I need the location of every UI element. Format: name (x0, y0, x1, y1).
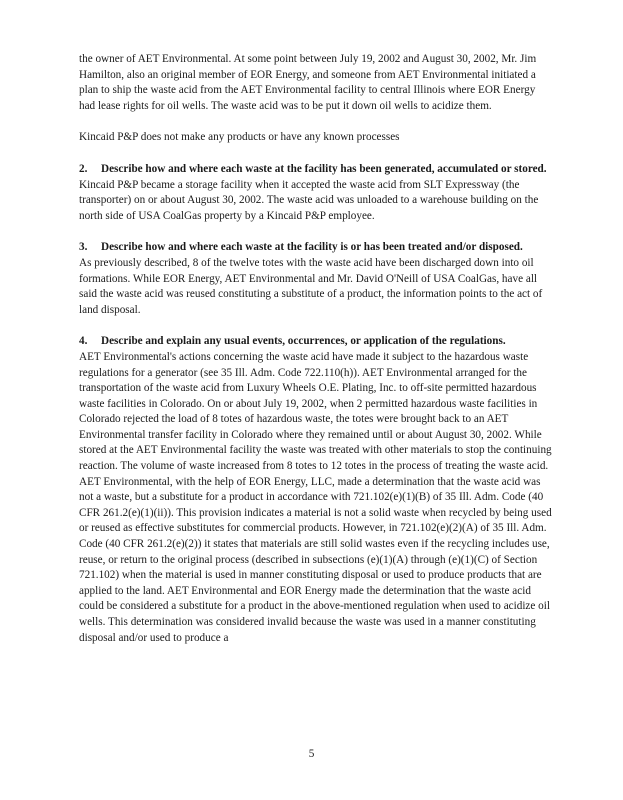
section-title: Describe how and where each waste at the facility is or has been treated and/or disposed. (101, 241, 523, 254)
section-4 (79, 334, 553, 646)
section-title: Describe how and where each waste at the facility has been generated, accumulated or stored. (101, 162, 547, 175)
section-heading (79, 162, 553, 178)
page-content (79, 52, 553, 646)
intro-paragraph: the owner of AET Environmental. At some point between July 19, 2002 and August 30, 2002, Mr. Jim Hamilton, also an original member of EOR Energy, and someone from AET Environmental initiated a plan to ship the waste acid from the AET Environmental facility to central Illinois where EOR Energy had lease rights for oil wells. The waste acid was to be put it down oil wells to acidize them. (79, 53, 537, 112)
section-title: Describe and explain any usual events, occurrences, or application of the regulations. (101, 335, 506, 348)
section-body: As previously described, 8 of the twelve totes with the waste acid have been discharged down into oil formations. While EOR Energy, AET Environmental and Mr. David O'Neill of USA CoalGas, have all said the waste acid was reused constituting a substitute of a product, the information points to the act of land disposal. (79, 256, 543, 316)
section-body: AET Environmental's actions concerning the waste acid have made it subject to the hazardous waste regulations for a generator (see 35 Ill. Adm. Code 722.110(h)). AET Environmental arranged for the transportation of the waste acid from Luxury Wheels O.E. Plating, Inc. to off-site permitted hazardous waste facilities in Colorado. On or about July 19, 2002, when 2 permitted hazardous waste facilities in Colorado rejected the load of 8 totes of hazardous waste, the totes were brought back to an AET Environmental transfer facility in Colorado where they remained until or about August 30, 2002. While stored at the AET Environmental facility the waste was treated with other materials to stop the continuing reaction. The volume of waste increased from 8 totes to 12 totes in the process of treating the waste acid. AET Environmental, with the help of EOR Energy, LLC, made a determination that the waste acid was not a waste, but a substitute for a product in accordance with 721.102(e)(1)(B) of 35 Ill. Adm. Code (40 CFR 261.2(e)(1)(ii)). This provision indicates a material is not a solid waste when recycled by being used or reused as effective substitutes for commercial products. However, in 721.102(e)(2)(A) of 35 Ill. Adm. Code (40 CFR 261.2(e)(2)) it states that materials are still solid wastes even if the recycling includes use, reuse, or return to the original process (described in subsections (e)(1)(A) through (e)(1)(C) of Section 721.102) when the material is used in manner constituting disposal or used to produce products that are applied to the land. AET Environmental and EOR Energy made the determination that the waste acid could be considered a substitute for a product in the above-mentioned regulation when used to acidize oil wells. This determination was considered invalid because the waste was used in a manner constituting disposal and/or used to produce a (79, 350, 552, 644)
section-3 (79, 240, 553, 318)
section-number: 4. (79, 335, 88, 348)
section-number: 2. (79, 162, 88, 175)
processes-statement: Kincaid P&P does not make any products or have any known processes (79, 131, 400, 144)
section-body: Kincaid P&P became a storage facility when it accepted the waste acid from SLT Expressway (the transporter) on or about August 30, 2002. The waste acid was unloaded to a warehouse building on the north side of USA CoalGas property by a Kincaid P&P employee. (79, 178, 539, 222)
section-heading (79, 240, 553, 256)
section-number: 3. (79, 241, 88, 254)
section-2 (79, 162, 553, 224)
section-heading (79, 334, 553, 350)
page-number: 5 (308, 748, 315, 760)
